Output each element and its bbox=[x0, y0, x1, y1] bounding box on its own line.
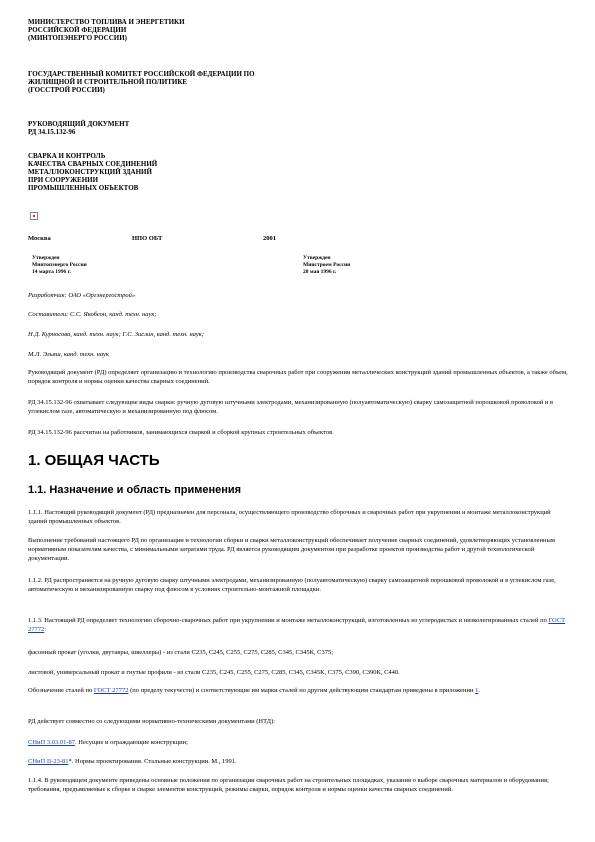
appendix-1-link[interactable]: 1 bbox=[475, 687, 479, 694]
authors-line-3: М.Л. Эльяш, канд. техн. наук bbox=[28, 351, 109, 358]
fason-line: фасонный прокат (уголки, двутавры, швеллеры) - из стали С235, С245, С255, С275, С285, С345, С345К, С375; bbox=[28, 649, 334, 656]
approval-right: Утвержден Минстроем России 28 мая 1996 г. bbox=[303, 255, 351, 275]
intro-paragraph-3: РД 34.15.132-96 рассчитан на работников, занимающихся сваркой и сборкой крупных строительных объектов. bbox=[28, 429, 334, 436]
snip-1-line: СНиП 3.03.01-87. Несущие и ограждающие конструкции; bbox=[28, 739, 188, 746]
committee-header: ГОСУДАРСТВЕННЫЙ КОМИТЕТ РОССИЙСКОЙ ФЕДЕРАЦИИ ПО ЖИЛИЩНОЙ И СТРОИТЕЛЬНОЙ ПОЛИТИКЕ (ГОССТРОЙ РОССИИ) bbox=[28, 70, 255, 94]
document-title: СВАРКА И КОНТРОЛЬ КАЧЕСТВА СВАРНЫХ СОЕДИНЕНИЙ МЕТАЛЛОКОНСТРУКЦИЙ ЗДАНИЙ ПРИ СООРУЖЕНИИ ПРОМЫШЛЕННЫХ ОБЪЕКТОВ bbox=[28, 152, 158, 192]
authors-line-1: Составители: С.С. Якобсон, канд. техн. наук; bbox=[28, 311, 157, 318]
gost-27772-link-2[interactable]: ГОСТ 27772 bbox=[93, 687, 129, 694]
ntd-line: РД действует совместно со следующими нормативно-техническими документами (НТД): bbox=[28, 718, 276, 725]
para-1-1-4: 1.1.4. В руководящем документе приведены основные положения по организации сварочных работ на строительных площадках, указания о выборе сварочных материалов и оборудования; требования, предъявляемые к сборке и сварке элементов конструкций, режимы сварки, порядок контроля и нормы оценки качества сварных соединений. bbox=[28, 777, 549, 793]
doctype-header: РУКОВОДЯЩИЙ ДОКУМЕНТ РД 34.15.132-96 bbox=[28, 120, 130, 136]
pub-year: 2001 bbox=[263, 235, 276, 242]
ministry-header: МИНИСТЕРСТВО ТОПЛИВА И ЭНЕРГЕТИКИ РОССИЙСКОЙ ФЕДЕРАЦИИ (МИНТОПЭНЕРГО РОССИИ) bbox=[28, 18, 185, 42]
snip-3-03-01-87-link[interactable]: СНиП 3.03.01-87 bbox=[28, 739, 75, 746]
approval-left: Утвержден Минтопэнерго России 14 марта 1996 г. bbox=[32, 255, 87, 275]
broken-image-icon bbox=[30, 212, 38, 220]
subsection-1-1-title: 1.1. Назначение и область применения bbox=[28, 484, 242, 496]
para-1-1-2: 1.1.2. РД распространяется на ручную дуговую сварку штучными электродами, механизированную (полуавтоматическую) сварку самозащитной порошковой проволокой и в углекислом газе, автоматическую и механизированную сварку под флюсом в условиях строительно-монтажной площадки. bbox=[28, 577, 556, 593]
pub-city: Москва bbox=[28, 235, 51, 242]
intro-paragraph-1: Руководящий документ (РД) определяет организацию и технологию производства сварочных работ при сооружении металлических конструкций зданий промышленных объектов, а также объем, порядок контроля и нормы оценки качества сварных соединений. bbox=[28, 369, 568, 385]
list-line: листовой, универсальный прокат и гнутые профили - из стали С235, С245, С255, С275, С285, С345, С345К, С375, С390, С390К, С440. bbox=[28, 669, 400, 676]
authors-line-2: Н.Д. Курносова, канд. техн. наук; Г.С. Зислин, канд. техн. наук; bbox=[28, 331, 204, 338]
para-1-1-3: 1.1.3. Настоящий РД определяет технологию сборочно-сварочных работ при укрупнении и монтаже металлоконструкций, изготовленных из углеродистых и низколегированных сталей по ГОСТ 27772: bbox=[28, 617, 566, 633]
para-1-1-1: 1.1.1. Настоящий руководящий документ (РД) предназначен для персонала, осуществляющего производство сборочных и сварочных работ при укрупнении и монтаже металлоконструкций зданий промышленных объектов. bbox=[28, 509, 551, 525]
para-1-1-1-b: Выполнение требований настоящего РД по организации и технологии сборки и сварки металлоконструкций обеспечивает получение сварных соединений, удовлетворяющих установленным нормативным показателям качества, с минимальными затратами труда. РД является руководящим документом при разработке проектов производства работ и другой технологической документации. bbox=[28, 537, 555, 562]
snip-ii-23-81-link[interactable]: СНиП II-23-81 bbox=[28, 758, 69, 765]
snip-2-line: СНиП II-23-81*. Нормы проектирования. Стальные конструкции. М., 1991. bbox=[28, 758, 237, 765]
gost-27772-link[interactable]: ГОСТ 27772 bbox=[28, 617, 566, 633]
developer-line: Разработчик: ОАО «Оргэнергострой» bbox=[28, 292, 136, 299]
pub-publisher: НПО ОБТ bbox=[132, 235, 163, 242]
section-1-title: 1. ОБЩАЯ ЧАСТЬ bbox=[28, 452, 160, 469]
intro-paragraph-2: РД 34.15.132-96 охватывает следующие виды сварки: ручную дуговую штучными электродами, механизированную (полуавтоматическую) сварку самозащитной порошковой проволокой и в углекислом газе, автоматическую и механизированную под флюсом. bbox=[28, 399, 554, 415]
designation-para: Обозначение сталей по ГОСТ 27772 (по пределу текучести) и соответствующие им марки сталей по другим действующим стандартам приведены в приложении 1. bbox=[28, 687, 480, 694]
